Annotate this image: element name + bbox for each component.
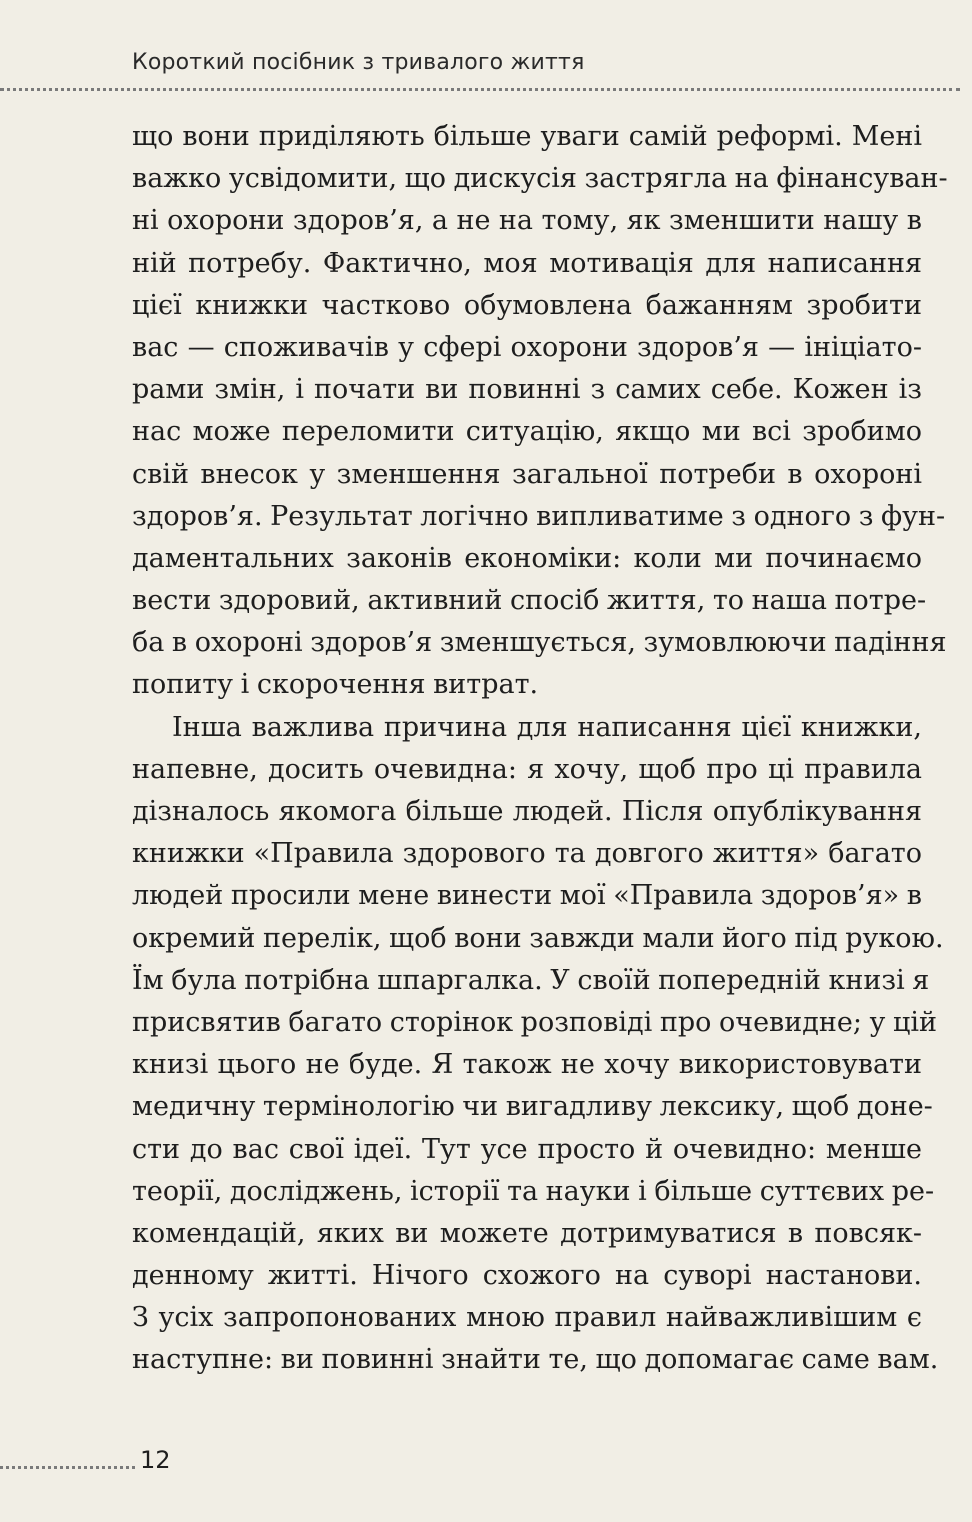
text-line: дізналось якомога більше людей. Після опублікування bbox=[132, 796, 922, 827]
running-head: Короткий посібник з тривалого життя bbox=[132, 50, 585, 75]
text-line: присвятив багато сторінок розповіді про очевидне; у цій bbox=[132, 1006, 937, 1038]
header-dotted-rule bbox=[0, 88, 960, 91]
text-line: важко усвідомити, що дискусія застрягла на фінансуван- bbox=[132, 163, 948, 195]
text-line: ній потребу. Фактично, моя мотивація для написання bbox=[132, 247, 922, 279]
text-line: ба в охороні здоров’я зменшується, зумовлюючи падіння bbox=[132, 627, 947, 659]
footer-dotted-rule bbox=[0, 1466, 135, 1469]
text-line: Інша важлива причина для написання цієї книжки, bbox=[172, 711, 922, 743]
text-line: свій внесок у зменшення загальної потреби в охороні bbox=[132, 458, 922, 490]
text-line: цієї книжки частково обумовлена бажанням зробити bbox=[132, 289, 922, 321]
page-number: 12 bbox=[140, 1446, 171, 1474]
text-line: рами змін, і почати ви повинні з самих себе. Кожен із bbox=[132, 374, 922, 406]
paragraph-1 bbox=[132, 116, 948, 707]
text-line: денному житті. Нічого схожого на суворі настанови. bbox=[132, 1260, 922, 1292]
text-line: ні охорони здоров’я, а не на тому, як зменшити нашу в bbox=[132, 205, 922, 237]
text-line: напевне, досить очевидна: я хочу, щоб про ці правила bbox=[132, 753, 922, 785]
text-line: наступне: ви повинні знайти те, що допомагає саме вам. bbox=[132, 1344, 939, 1376]
text-line: людей просили мене винести мої «Правила здоров’я» в bbox=[132, 880, 922, 912]
text-line: вести здоровий, активний спосіб життя, то наша потре- bbox=[132, 585, 927, 617]
text-line: теорії, досліджень, історії та науки і більше суттєвих ре- bbox=[132, 1175, 935, 1207]
text-line: книжки «Правила здорового та довгого життя» багато bbox=[132, 838, 922, 870]
text-line: попиту і скорочення витрат. bbox=[132, 669, 539, 701]
text-line: З усіх запропонованих мною правил найважливішим є bbox=[132, 1302, 922, 1334]
text-line: книзі цього не буде. Я також не хочу використовувати bbox=[132, 1049, 922, 1081]
text-line: здоров’я. Результат логічно випливатиме з одного з фун- bbox=[132, 500, 946, 532]
text-line: окремий перелік, щоб вони завжди мали його під рукою. bbox=[132, 922, 944, 954]
text-line: даментальних законів економіки: коли ми починаємо bbox=[132, 542, 922, 574]
body-text bbox=[132, 116, 948, 1382]
text-line: вас — споживачів у сфері охорони здоров’я — ініціато- bbox=[132, 331, 922, 363]
folio bbox=[0, 1446, 200, 1476]
paragraph-2 bbox=[132, 707, 944, 1382]
text-line: комендацій, яких ви можете дотримуватися в повсяк- bbox=[132, 1217, 922, 1249]
text-line: медичну термінологію чи вигадливу лексику, щоб доне- bbox=[132, 1091, 933, 1123]
text-line: сти до вас свої ідеї. Тут усе просто й очевидно: менше bbox=[132, 1133, 922, 1165]
text-line: що вони приділяють більше уваги самій реформі. Мені bbox=[132, 121, 922, 152]
text-line: Їм була потрібна шпаргалка. У своїй попередній книзі я bbox=[132, 964, 930, 996]
text-line: нас може переломити ситуацію, якщо ми всі зробимо bbox=[132, 416, 922, 448]
